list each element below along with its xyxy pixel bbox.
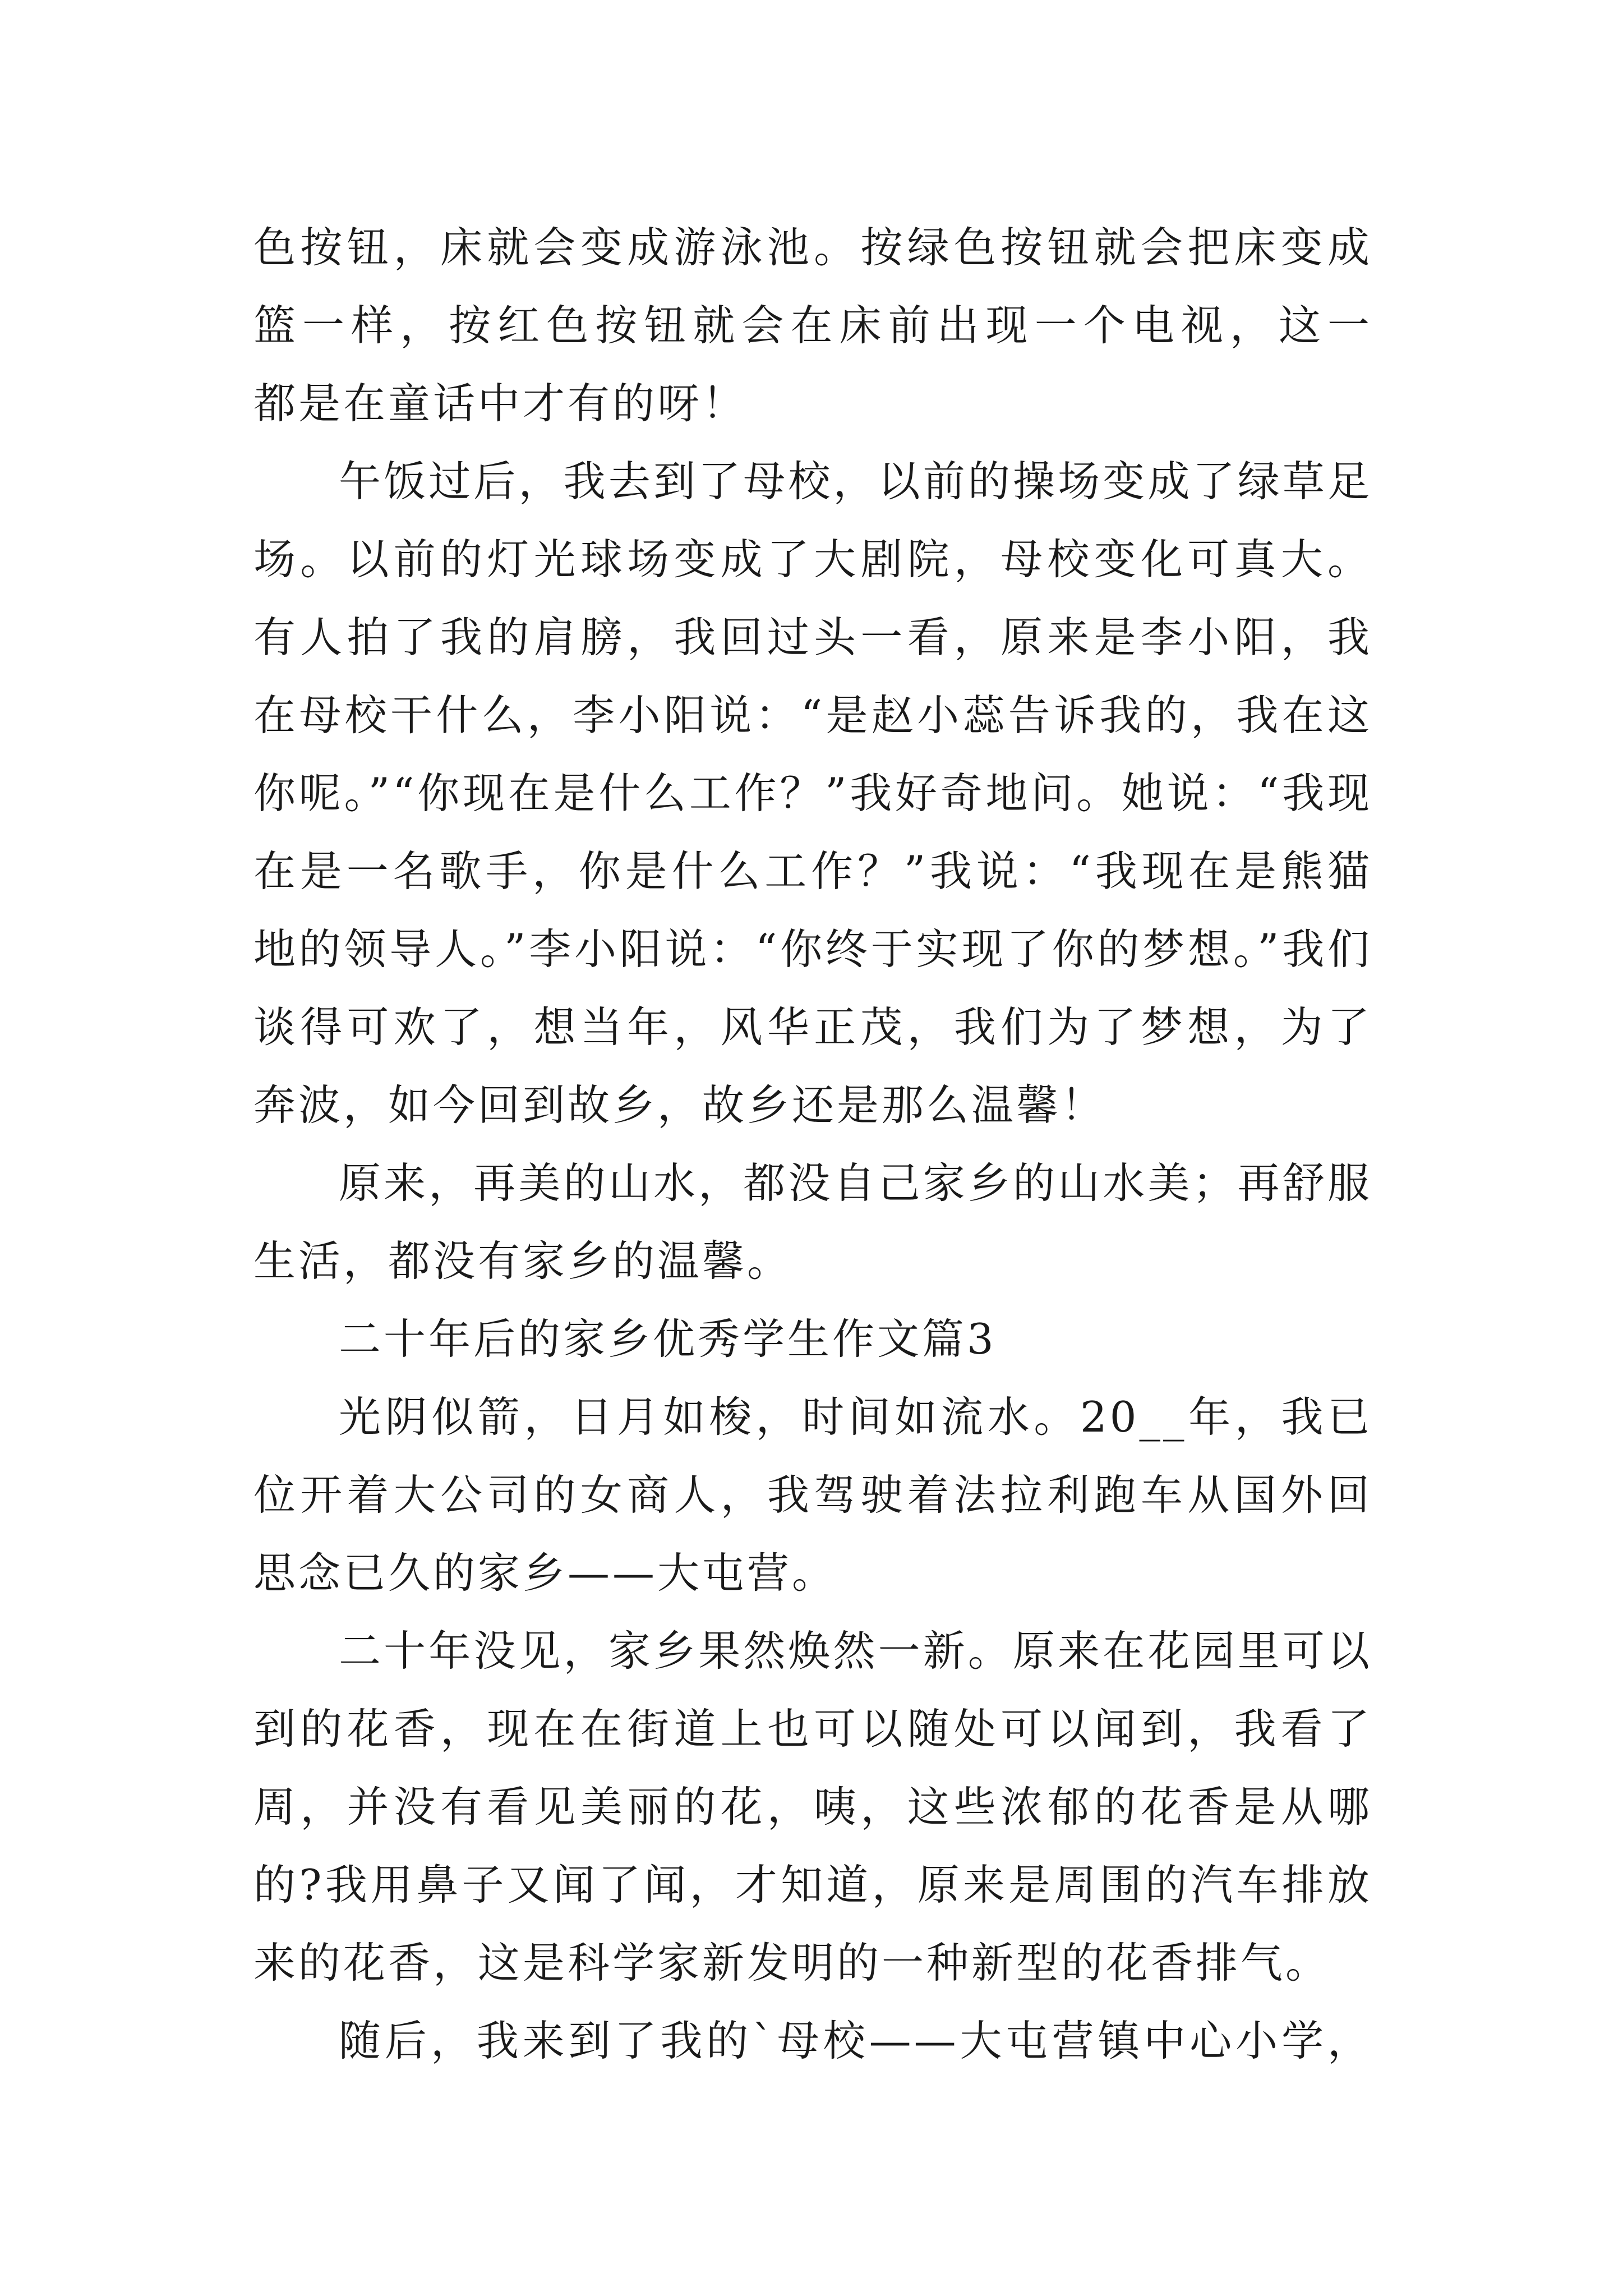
text-line: 在是一名歌手，你是什么工作？”我说：“我现在是熊猫 (253, 846, 1372, 896)
text-line: 到的花香，现在在街道上也可以随处可以闻到，我看了 (253, 1704, 1372, 1754)
section-heading: 二十年后的家乡优秀学生作文篇3 (339, 1314, 997, 1364)
paragraph-first-line: 午饭过后，我去到了母校，以前的操场变成了绿草足 (339, 457, 1372, 506)
text-line: 来的花香，这是科学家新发明的一种新型的花香排气。 (253, 1938, 1331, 1987)
text-line: 生活，都没有家乡的温馨。 (253, 1236, 792, 1286)
text-line: 在母校干什么，李小阳说：“是赵小蕊告诉我的，我在这 (253, 691, 1372, 740)
text-line: 思念已久的家乡——大屯营。 (253, 1548, 837, 1598)
text-line: 你呢。”“你现在是什么工作？”我好奇地问。她说：“我现 (253, 769, 1372, 818)
text-line: 谈得可欢了，想当年，风华正茂，我们为了梦想，为了 (253, 1002, 1372, 1052)
paragraph-first-line: 光阴似箭，日月如梭，时间如流水。20__年，我已 (339, 1392, 1372, 1442)
paragraph-first-line: 二十年没见，家乡果然焕然一新。原来在花园里可以 (339, 1626, 1372, 1676)
text-line: 都是在童话中才有的呀！ (253, 379, 748, 428)
text-line: 色按钮，床就会变成游泳池。按绿色按钮就会把床变成 (253, 223, 1372, 272)
document-body (253, 209, 1372, 2080)
paragraph-first-line: 随后，我来到了我的`母校——大屯营镇中心小学， (339, 2016, 1372, 2065)
text-line: 的?我用鼻子又闻了闻，才知道，原来是周围的汽车排放 (253, 1860, 1372, 1910)
paragraph-first-line: 原来，再美的山水，都没自己家乡的山水美；再舒服 (339, 1158, 1372, 1208)
text-line: 篮一样，按红色按钮就会在床前出现一个电视，这一 (253, 301, 1372, 350)
text-line: 周，并没有看见美丽的花，咦，这些浓郁的花香是从哪 (253, 1782, 1372, 1832)
text-line: 奔波，如今回到故乡，故乡还是那么温馨！ (253, 1080, 1106, 1130)
text-line: 有人拍了我的肩膀，我回过头一看，原来是李小阳，我 (253, 613, 1372, 662)
text-line: 位开着大公司的女商人，我驾驶着法拉利跑车从国外回 (253, 1470, 1372, 1520)
text-line: 地的领导人。”李小阳说：“你终于实现了你的梦想。”我们 (253, 924, 1372, 974)
text-line: 场。以前的灯光球场变成了大剧院，母校变化可真大。 (253, 535, 1372, 584)
